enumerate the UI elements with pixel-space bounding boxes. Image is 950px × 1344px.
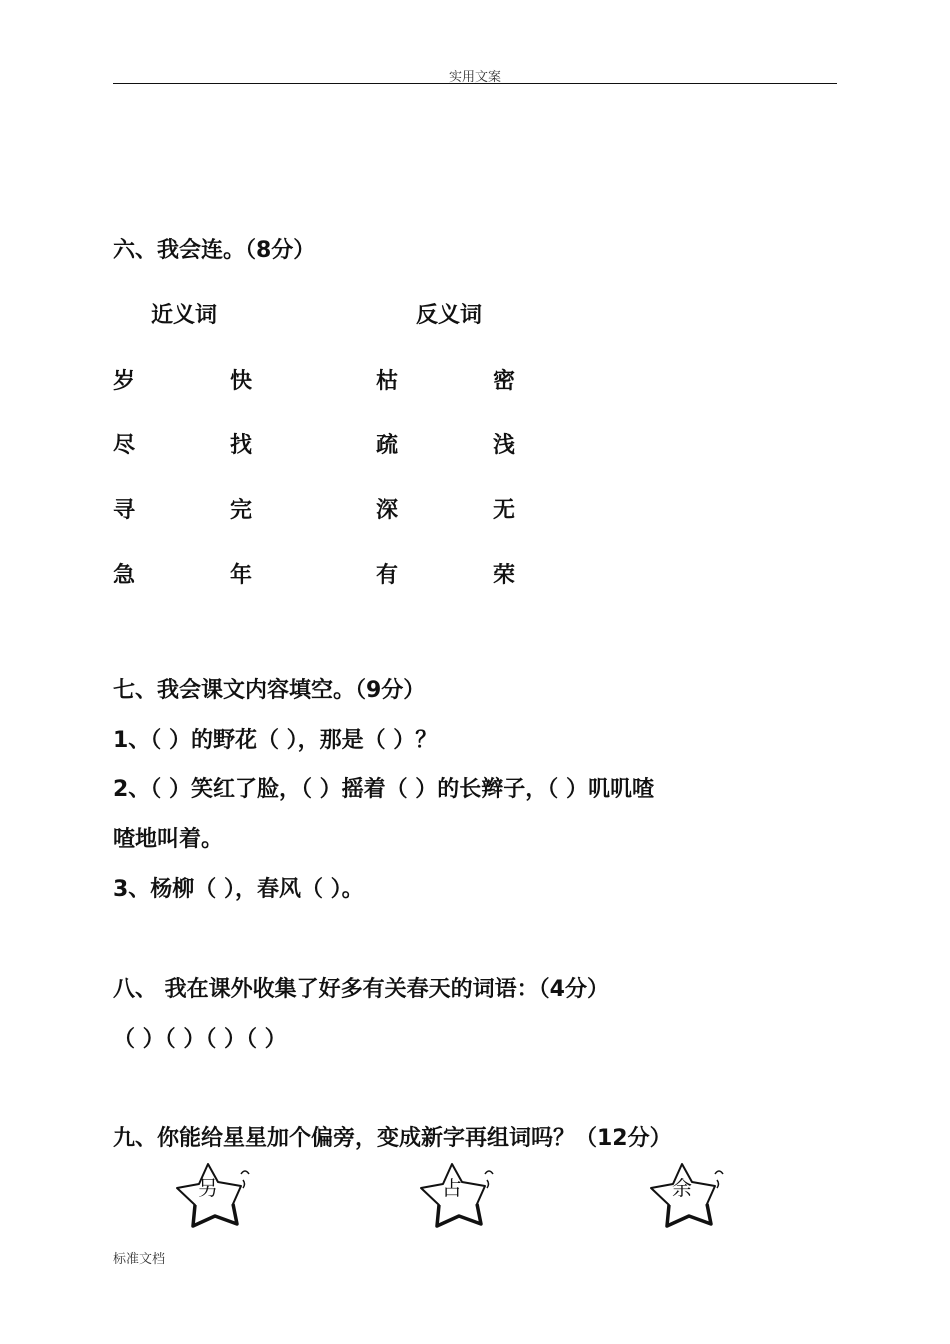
match-char[interactable]: 无: [493, 498, 516, 523]
match-char[interactable]: 荣: [493, 563, 516, 588]
match-char[interactable]: 岁: [113, 369, 136, 394]
synonym-column-label: 近义词: [151, 303, 218, 328]
star-character: 余: [672, 1176, 692, 1200]
match-char[interactable]: 尽: [113, 433, 136, 458]
match-char[interactable]: 枯: [376, 369, 399, 394]
match-char[interactable]: 寻: [113, 498, 136, 523]
star-character: 占: [442, 1176, 462, 1200]
fill-question-3[interactable]: 3、杨柳（ ），春风（ ）。: [113, 877, 364, 902]
match-char[interactable]: 完: [230, 498, 253, 523]
star-shape[interactable]: [175, 1160, 271, 1236]
star-character: 另: [198, 1176, 218, 1200]
section-8-title: 八、 我在课外收集了好多有关春天的词语：（4分）: [113, 977, 609, 1002]
match-char[interactable]: 深: [376, 498, 399, 523]
section-6-title: 六、我会连。（8分）: [113, 238, 316, 263]
star-shape[interactable]: [649, 1160, 745, 1236]
header-rule: [113, 83, 837, 84]
section-7-title: 七、我会课文内容填空。（9分）: [113, 678, 426, 703]
match-char[interactable]: 浅: [493, 433, 516, 458]
page-footer: 标准文档: [113, 1252, 166, 1267]
match-char[interactable]: 找: [230, 433, 253, 458]
fill-question-1[interactable]: 1、（ ）的野花（ ），那是（ ）？: [113, 728, 438, 753]
antonym-column-label: 反义词: [416, 303, 483, 328]
match-char[interactable]: 疏: [376, 433, 399, 458]
page-header: 实用文案: [448, 70, 501, 85]
section-9-title: 九、你能给星星加个偏旁，变成新字再组词吗？（12分）: [113, 1126, 672, 1151]
fill-question-2-continued: 喳地叫着。: [113, 827, 224, 852]
star-shape[interactable]: [419, 1160, 515, 1236]
word-blanks[interactable]: （ ）（ ）（ ）（ ）: [113, 1027, 287, 1052]
match-char[interactable]: 年: [230, 563, 253, 588]
match-char[interactable]: 有: [376, 563, 399, 588]
match-char[interactable]: 快: [230, 369, 253, 394]
match-char[interactable]: 急: [113, 563, 136, 588]
match-char[interactable]: 密: [493, 369, 516, 394]
fill-question-2[interactable]: 2、（ ）笑红了脸，（ ）摇着（ ）的长辫子，（ ）叽叽喳: [113, 777, 654, 802]
